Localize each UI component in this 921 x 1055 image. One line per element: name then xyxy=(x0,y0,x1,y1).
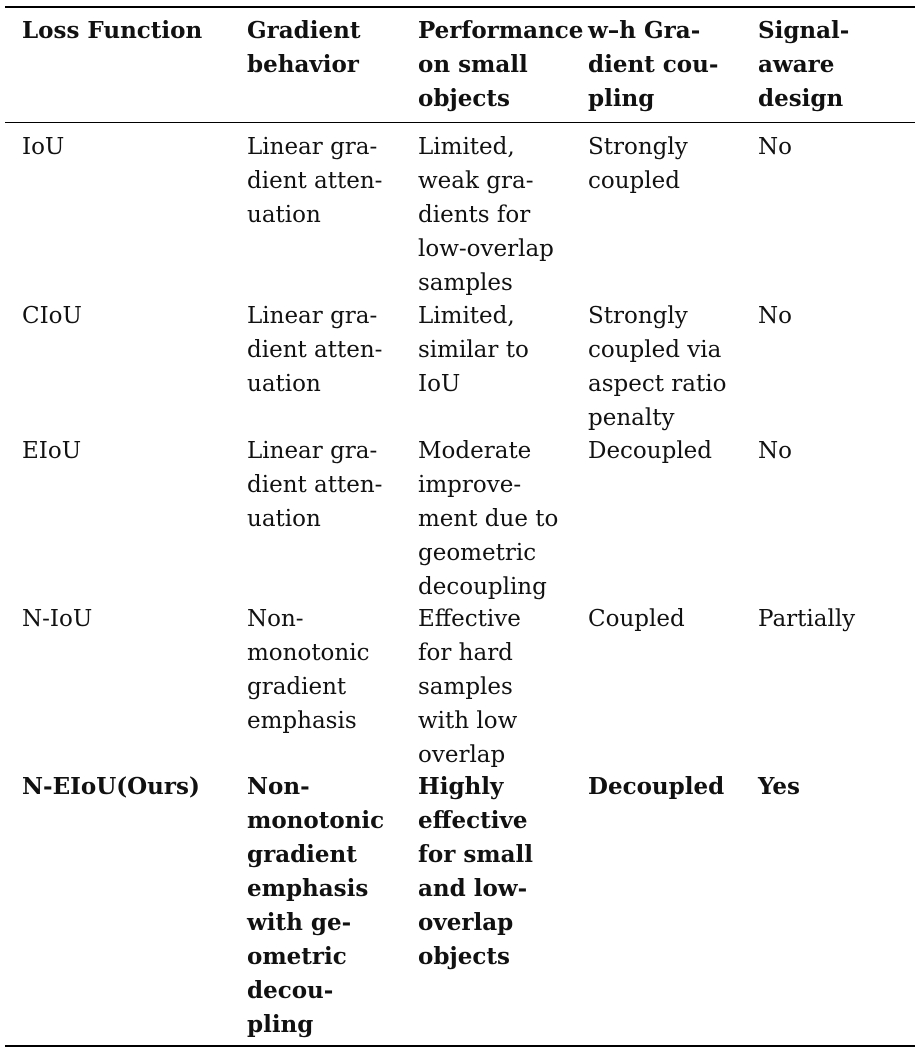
table-header-rule xyxy=(5,122,915,123)
row-ciou-gradient-behavior: Linear gra- dient atten- uation xyxy=(247,303,383,397)
row-eiou-loss-function: EIoU xyxy=(22,438,82,464)
table-bottom-rule xyxy=(5,1045,915,1047)
table-top-rule xyxy=(5,6,915,8)
header-performance-small-objects: Performance on small objects xyxy=(418,17,584,112)
row-neiou-coupling: Decoupled xyxy=(588,773,725,800)
row-iou-loss-function: IoU xyxy=(22,134,65,160)
row-niou-loss-function: N-IoU xyxy=(22,606,93,632)
row-eiou-coupling: Decoupled xyxy=(588,438,713,464)
row-niou-coupling: Coupled xyxy=(588,606,685,632)
header-loss-function: Loss Function xyxy=(22,17,203,44)
header-wh-gradient-coupling: w–h Gra- dient cou- pling xyxy=(588,17,719,112)
header-gradient-behavior: Gradient behavior xyxy=(247,17,361,78)
row-iou-performance: Limited, weak gra- dients for low-overlap samples xyxy=(418,134,554,296)
header-signal-aware-design: Signal- aware design xyxy=(758,17,850,112)
row-ciou-performance: Limited, similar to IoU xyxy=(418,303,529,397)
row-neiou-signal-aware: Yes xyxy=(758,773,801,800)
row-neiou-performance: Highly effective for small and low- overlap objects xyxy=(418,773,534,970)
row-ciou-loss-function: CIoU xyxy=(22,303,82,329)
row-iou-signal-aware: No xyxy=(758,134,792,160)
row-eiou-gradient-behavior: Linear gra- dient atten- uation xyxy=(247,438,383,532)
row-eiou-signal-aware: No xyxy=(758,438,792,464)
row-iou-coupling: Strongly coupled xyxy=(588,134,688,194)
row-niou-signal-aware: Partially xyxy=(758,606,856,632)
row-ciou-coupling: Strongly coupled via aspect ratio penalty xyxy=(588,303,727,431)
row-eiou-performance: Moderate improve- ment due to geometric decoupling xyxy=(418,438,559,600)
row-neiou-gradient-behavior: Non- monotonic gradient emphasis with ge- ometric decou- pling xyxy=(247,773,385,1038)
row-iou-gradient-behavior: Linear gra- dient atten- uation xyxy=(247,134,383,228)
row-ciou-signal-aware: No xyxy=(758,303,792,329)
row-neiou-loss-function: N-EIoU(Ours) xyxy=(22,773,200,800)
row-niou-gradient-behavior: Non- monotonic gradient emphasis xyxy=(247,606,370,734)
row-niou-performance: Effective for hard samples with low overlap xyxy=(418,606,521,768)
header-performance-line2: on small xyxy=(418,51,528,78)
